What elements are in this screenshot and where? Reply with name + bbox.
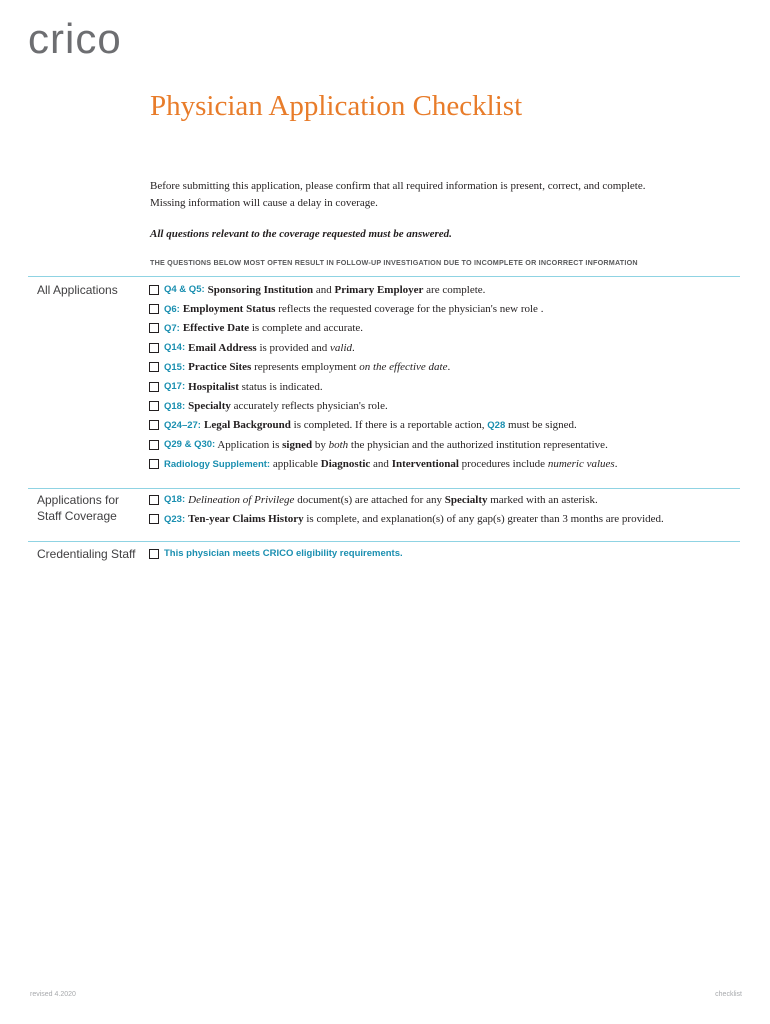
credentialing-list bbox=[149, 544, 749, 563]
checklist-item[interactable]: Q18: Delineation of Privilege document(s) are attached for any Specialty marked with an asterisk. bbox=[149, 490, 749, 509]
checkbox[interactable] bbox=[149, 495, 159, 505]
intro-text bbox=[150, 178, 750, 212]
checkbox[interactable] bbox=[149, 401, 159, 411]
followup-caps-note: THE QUESTIONS BELOW MOST OFTEN RESULT IN FOLLOW-UP INVESTIGATION DUE TO INCOMPLETE OR INCORRECT INFORMATION bbox=[150, 258, 638, 267]
staff-coverage-list bbox=[149, 490, 749, 529]
checklist-item[interactable]: Q15: Practice Sites represents employment on the effective date . bbox=[149, 358, 749, 377]
checkbox[interactable] bbox=[149, 514, 159, 524]
section-label-staff-coverage: Applications for Staff Coverage bbox=[37, 493, 120, 523]
intro-line-2: Missing information will cause a delay in coverage. bbox=[150, 197, 378, 209]
checklist-item[interactable]: Q6: Employment Status reflects the requested coverage for the physician's new role . bbox=[149, 299, 749, 318]
footer-label: checklist bbox=[715, 991, 742, 998]
checkbox[interactable] bbox=[149, 304, 159, 314]
checklist-item[interactable]: Q24–27: Legal Background is completed. If there is a reportable action, Q28 must be signed. bbox=[149, 416, 749, 435]
checklist-item[interactable]: Radiology Supplement: applicable Diagnostic and Interventional procedures include numeric values . bbox=[149, 455, 749, 474]
section-divider bbox=[28, 488, 740, 489]
all-applications-list bbox=[149, 280, 749, 474]
requirement-note: All questions relevant to the coverage requested must be answered. bbox=[150, 228, 452, 240]
revision-note: revised 4.2020 bbox=[30, 991, 76, 998]
checkbox[interactable] bbox=[149, 459, 159, 469]
checkbox[interactable] bbox=[149, 285, 159, 295]
checkbox[interactable] bbox=[149, 362, 159, 372]
checkbox[interactable] bbox=[149, 549, 159, 559]
checkbox[interactable] bbox=[149, 382, 159, 392]
checklist-item[interactable]: Q23: Ten-year Claims History is complete, and explanation(s) of any gap(s) greater than 3 months are provided. bbox=[149, 509, 749, 528]
intro-line-1: Before submitting this application, please confirm that all required information is present, correct, and complete. bbox=[150, 180, 646, 192]
checklist-item[interactable]: Q18: Specialty accurately reflects physician's role. bbox=[149, 396, 749, 415]
section-label-all-applications: All Applications bbox=[37, 283, 118, 297]
checklist-item[interactable]: This physician meets CRICO eligibility requirements. bbox=[149, 544, 749, 563]
checkbox[interactable] bbox=[149, 440, 159, 450]
checklist-item[interactable]: Q29 & Q30: Application is signed by both the physician and the authorized institution representative. bbox=[149, 435, 749, 454]
checklist-item[interactable]: Q7: Effective Date is complete and accurate. bbox=[149, 319, 749, 338]
page-title: Physician Application Checklist bbox=[150, 90, 523, 122]
checkbox[interactable] bbox=[149, 323, 159, 333]
checkbox[interactable] bbox=[149, 343, 159, 353]
crico-logo: crico bbox=[28, 15, 122, 62]
checklist-item[interactable]: Q14: Email Address is provided and valid . bbox=[149, 338, 749, 357]
section-divider bbox=[28, 276, 740, 277]
section-label-credentialing-staff: Credentialing Staff bbox=[37, 547, 136, 561]
checklist-item[interactable]: Q17: Hospitalist status is indicated. bbox=[149, 377, 749, 396]
section-divider bbox=[28, 541, 740, 542]
checkbox[interactable] bbox=[149, 420, 159, 430]
checklist-item[interactable]: Q4 & Q5: Sponsoring Institution and Primary Employer are complete. bbox=[149, 280, 749, 299]
